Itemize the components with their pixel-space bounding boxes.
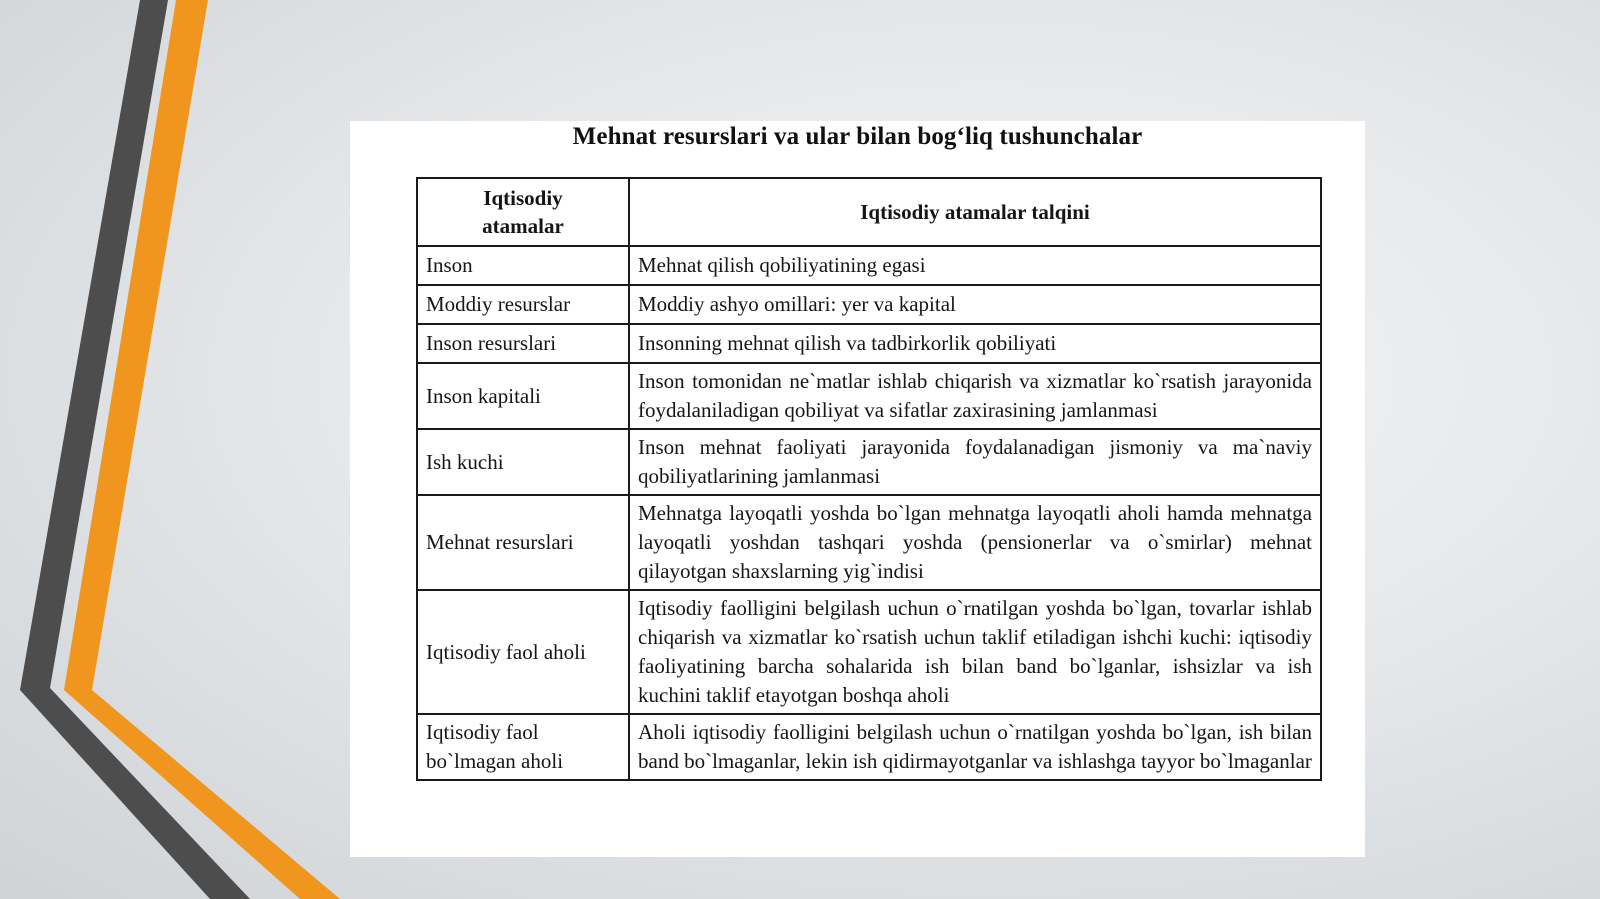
terms-table — [416, 177, 1322, 781]
definition-cell: Insonning mehnat qilish va tadbirkorlik qobiliyati — [629, 324, 1321, 363]
definition-cell: Aholi iqtisodiy faolligini belgilash uchun o`rnatilgan yoshda bo`lgan, ish bilan band bo`lmaganlar, lekin ish qidirmayotganlar va ishlashga tayyor bo`lmaganlar — [629, 714, 1321, 780]
header-definitions: Iqtisodiy atamalar talqini — [629, 178, 1321, 246]
table-row — [417, 324, 1321, 363]
term-cell: Inson kapitali — [417, 363, 629, 429]
term-cell: Ish kuchi — [417, 429, 629, 495]
definition-cell: Inson mehnat faoliyati jarayonida foydalanadigan jismoniy va ma`naviy qobiliyatlarining jamlanmasi — [629, 429, 1321, 495]
table-row — [417, 495, 1321, 590]
term-cell: Iqtisodiy faol bo`lmagan aholi — [417, 714, 629, 780]
definition-cell: Iqtisodiy faolligini belgilash uchun o`rnatilgan yoshda bo`lgan, tovarlar ishlab chiqarish va xizmatlar ko`rsatish uchun taklif etiladigan ishchi kuchi: iqtisodiy faoliyatining barcha sohalarida ish bilan band bo`lganlar, ishsizlar va ish kuchini taklif etayotgan boshqa aholi — [629, 590, 1321, 714]
table-row — [417, 363, 1321, 429]
header-terms: Iqtisodiy atamalar — [417, 178, 629, 246]
term-cell: Iqtisodiy faol aholi — [417, 590, 629, 714]
table-row — [417, 246, 1321, 285]
slide-title: Mehnat resurslari va ular bilan bog‘liq tushunchalar — [572, 123, 1143, 150]
term-cell: Moddiy resurslar — [417, 285, 629, 324]
dark-stripe — [20, 0, 250, 899]
table-row — [417, 714, 1321, 780]
definition-cell: Moddiy ashyo omillari: yer va kapital — [629, 285, 1321, 324]
definition-cell: Mehnatga layoqatli yoshda bo`lgan mehnatga layoqatli aholi hamda mehnatga layoqatli yoshdan tashqari yoshda (pensionerlar va o`smirlar) mehnat qilayotgan shaxslarning yig`indisi — [629, 495, 1321, 590]
table-row — [417, 285, 1321, 324]
table-row — [417, 429, 1321, 495]
term-cell: Inson resurslari — [417, 324, 629, 363]
content-card — [350, 121, 1365, 857]
definition-cell: Mehnat qilish qobiliyatining egasi — [629, 246, 1321, 285]
table-header-row — [417, 178, 1321, 246]
definition-cell: Inson tomonidan ne`matlar ishlab chiqarish va xizmatlar ko`rsatish jarayonida foydalaniladigan qobiliyat va sifatlar zaxirasining jamlanmasi — [629, 363, 1321, 429]
term-cell: Inson — [417, 246, 629, 285]
table-row — [417, 590, 1321, 714]
term-cell: Mehnat resurslari — [417, 495, 629, 590]
